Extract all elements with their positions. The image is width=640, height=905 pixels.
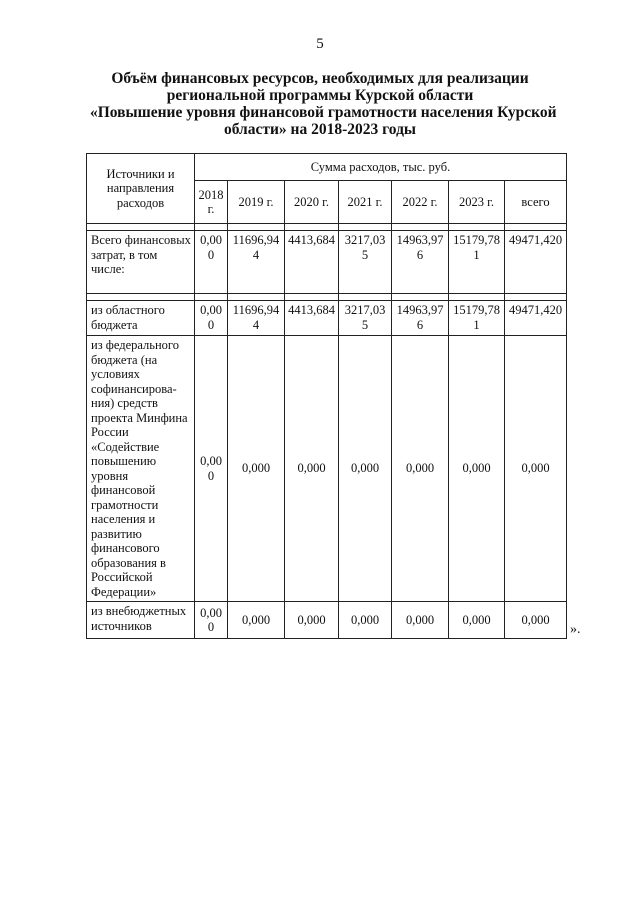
- document-title: [90, 70, 557, 138]
- cell-value: 0,000: [195, 336, 228, 602]
- header-year: 2022 г.: [392, 181, 449, 224]
- title-line-2: региональной программы Курской области: [166, 87, 474, 104]
- cell-value: 0,000: [505, 602, 567, 639]
- cell-value: 4413,684: [285, 301, 339, 336]
- cell-value: 4413,684: [285, 231, 339, 294]
- cell-value: 0,000: [392, 602, 449, 639]
- spacer-row: [87, 294, 567, 301]
- table-row: [87, 231, 567, 294]
- cell-value: 0,000: [285, 336, 339, 602]
- header-sum: Сумма расходов, тыс. руб.: [195, 154, 567, 181]
- table-row: [87, 301, 567, 336]
- header-total: всего: [505, 181, 567, 224]
- row-label: Всего финансовых затрат, в том числе:: [87, 231, 195, 294]
- table-row: [87, 336, 567, 602]
- cell-value: 0,000: [339, 336, 392, 602]
- cell-value: 14963,976: [392, 231, 449, 294]
- table-row: [87, 602, 567, 639]
- header-year: 2020 г.: [285, 181, 339, 224]
- financing-table: [86, 153, 567, 639]
- closing-quote-mark: ».: [570, 622, 581, 637]
- cell-value: 0,000: [449, 602, 505, 639]
- row-label: из областного бюджета: [87, 301, 195, 336]
- cell-value: 15179,781: [449, 301, 505, 336]
- cell-value: 0,000: [228, 602, 285, 639]
- title-line-4: области» на 2018-2023 годы: [223, 121, 417, 138]
- cell-value: 3217,035: [339, 301, 392, 336]
- title-line-1: Объём финансовых ресурсов, необходимых для реализации: [111, 70, 529, 87]
- spacer-row: [87, 224, 567, 231]
- cell-value: 0,000: [392, 336, 449, 602]
- cell-value: 0,000: [195, 301, 228, 336]
- cell-value: 0,000: [449, 336, 505, 602]
- cell-value: 49471,420: [505, 231, 567, 294]
- cell-value: 15179,781: [449, 231, 505, 294]
- header-year: 2021 г.: [339, 181, 392, 224]
- title-line-3: «Повышение уровня финансовой грамотности населения Курской: [90, 104, 557, 121]
- cell-value: 0,000: [228, 336, 285, 602]
- cell-value: 3217,035: [339, 231, 392, 294]
- cell-value: 11696,944: [228, 301, 285, 336]
- cell-value: 0,000: [339, 602, 392, 639]
- page-number: 5: [316, 36, 324, 52]
- cell-value: 0,000: [195, 602, 228, 639]
- cell-value: 0,000: [195, 231, 228, 294]
- header-year: 2023 г.: [449, 181, 505, 224]
- row-label: из внебюджетных источников: [87, 602, 195, 639]
- header-year: 2018 г.: [195, 181, 228, 224]
- cell-value: 49471,420: [505, 301, 567, 336]
- header-year: 2019 г.: [228, 181, 285, 224]
- cell-value: 0,000: [285, 602, 339, 639]
- table-header-row: [87, 154, 567, 181]
- cell-value: 14963,976: [392, 301, 449, 336]
- row-label: из федерального бюджета (на условиях софинансирова-ния) средств проекта Минфина России «Содействие повышению уровня финансовой грамотности населения и развитию финансового образования в Российской Федерации»: [87, 336, 195, 602]
- cell-value: 0,000: [505, 336, 567, 602]
- cell-value: 11696,944: [228, 231, 285, 294]
- header-sources: Источники и направления расходов: [87, 154, 195, 224]
